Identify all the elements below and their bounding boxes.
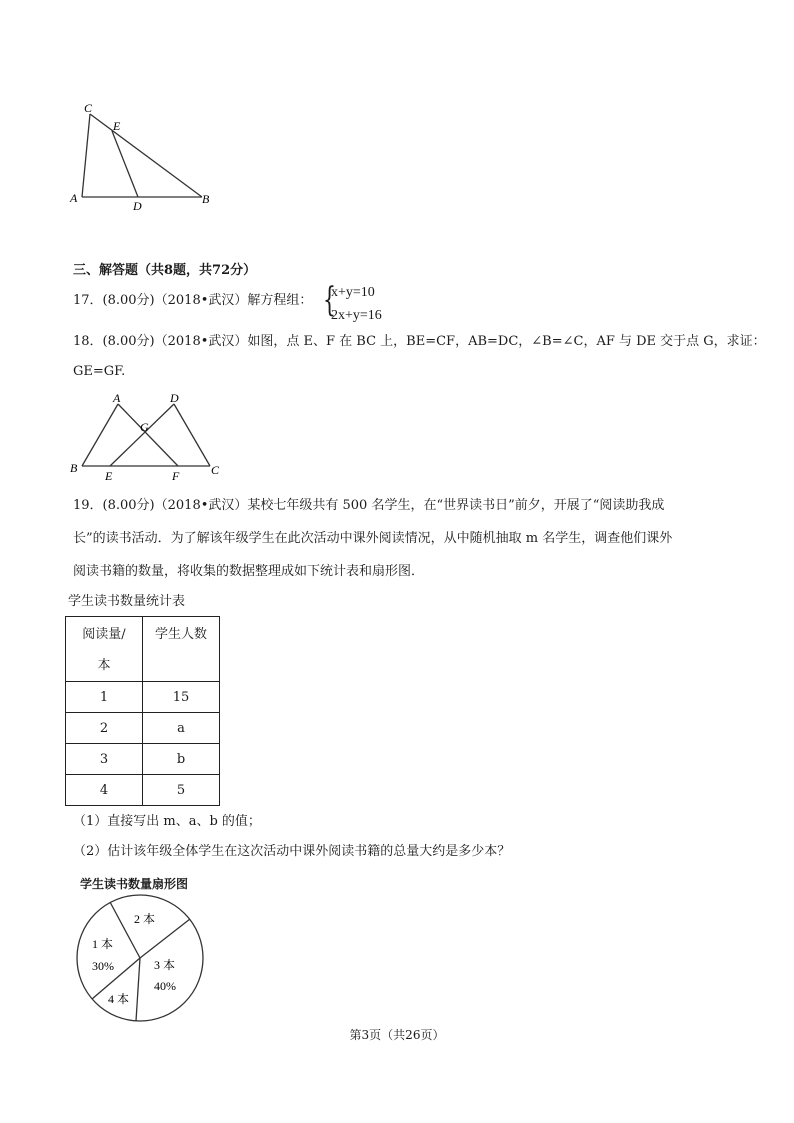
q19-line2: 长”的读书活动．为了解该年级学生在此次活动中课外阅读情况，从中随机抽取 m 名学生，调查他们课外: [73, 531, 673, 546]
table-title: 学生读书数量统计表: [68, 594, 186, 609]
header-line: 学生人数: [154, 627, 207, 642]
page-footer: 第3页（共26页）: [349, 1028, 445, 1042]
point-label-b2: B: [70, 461, 78, 475]
q18-line2: GE=GF.: [73, 364, 126, 379]
slice-label-1: 1 本: [92, 937, 114, 951]
q19-sub1: （1）直接写出 m、a、b 的值；: [73, 814, 261, 829]
q17-prefix: 17．(8.00分)（2018•武汉）解方程组：: [73, 293, 313, 308]
slice-label-2: 2 本: [134, 912, 156, 926]
triangle-figure: [66, 100, 216, 215]
table-cell: 15: [143, 682, 220, 713]
table-row: [66, 775, 220, 806]
segment-cb: [90, 114, 202, 197]
point-label-g: G: [140, 420, 149, 434]
section-title: 三、解答题（共8题，共72分）: [73, 263, 257, 278]
stats-table: [65, 616, 220, 806]
point-label-b: B: [202, 192, 210, 206]
segment-dc: [174, 404, 210, 466]
header-line: 本: [97, 658, 111, 673]
q19-sub2: （2）估计该年级全体学生在这次活动中课外阅读书籍的总量大约是多少本？: [73, 844, 511, 859]
point-label-f: F: [172, 469, 180, 482]
table-cell: 2: [66, 713, 143, 744]
pie-divider: [136, 958, 140, 1021]
segment-ca: [82, 114, 90, 197]
q17-eq2: 2x+y=16: [331, 308, 382, 323]
header-line: 阅读量/: [82, 627, 126, 642]
table-header-cell: [143, 617, 220, 682]
point-label-c: C: [84, 101, 93, 115]
point-label-a2: A: [113, 391, 121, 405]
point-label-a: A: [70, 191, 78, 205]
point-label-d: D: [133, 199, 142, 213]
table-cell: a: [143, 713, 220, 744]
q19-line1: 19．(8.00分)（2018•武汉）某校七年级共有 500 名学生，在“世界读书日”前夕，开展了“阅读助我成: [73, 498, 665, 513]
pie-chart-title: 学生读书数量扇形图: [80, 877, 189, 891]
slice-pct-3: 40%: [154, 979, 176, 993]
table-header-cell: [66, 617, 143, 682]
q18-line1: 18．(8.00分)（2018•武汉）如图，点 E、F 在 BC 上，BE=CF，AB=DC，∠B=∠C，AF 与 DE 交于点 G，求证：: [73, 334, 766, 349]
table-cell: 1: [66, 682, 143, 713]
segment-de: [110, 404, 174, 466]
segment-ab2: [82, 404, 118, 466]
q19-line3: 阅读书籍的数量，将收集的数据整理成如下统计表和扇形图．: [73, 564, 425, 579]
pie-divider: [110, 902, 140, 958]
slice-label-4: 4 本: [108, 992, 130, 1006]
slice-label-3: 3 本: [154, 958, 176, 972]
pie-chart: [70, 890, 210, 1025]
table-header-row: [66, 617, 220, 682]
point-label-e2: E: [105, 469, 113, 482]
two-triangles-figure: [66, 390, 226, 482]
table-row: [66, 713, 220, 744]
table-cell: 3: [66, 744, 143, 775]
point-label-e: E: [113, 119, 121, 133]
q17-eq1: x+y=10: [331, 285, 375, 300]
table-row: [66, 682, 220, 713]
table-cell: 5: [143, 775, 220, 806]
table-row: [66, 744, 220, 775]
point-label-c2: C: [211, 463, 220, 477]
slice-pct-1: 30%: [92, 959, 114, 973]
point-label-d2: D: [170, 391, 179, 405]
segment-af: [118, 404, 178, 466]
segment-ed: [112, 131, 138, 197]
table-cell: 4: [66, 775, 143, 806]
table-cell: b: [143, 744, 220, 775]
equation-brace: {: [323, 280, 336, 320]
